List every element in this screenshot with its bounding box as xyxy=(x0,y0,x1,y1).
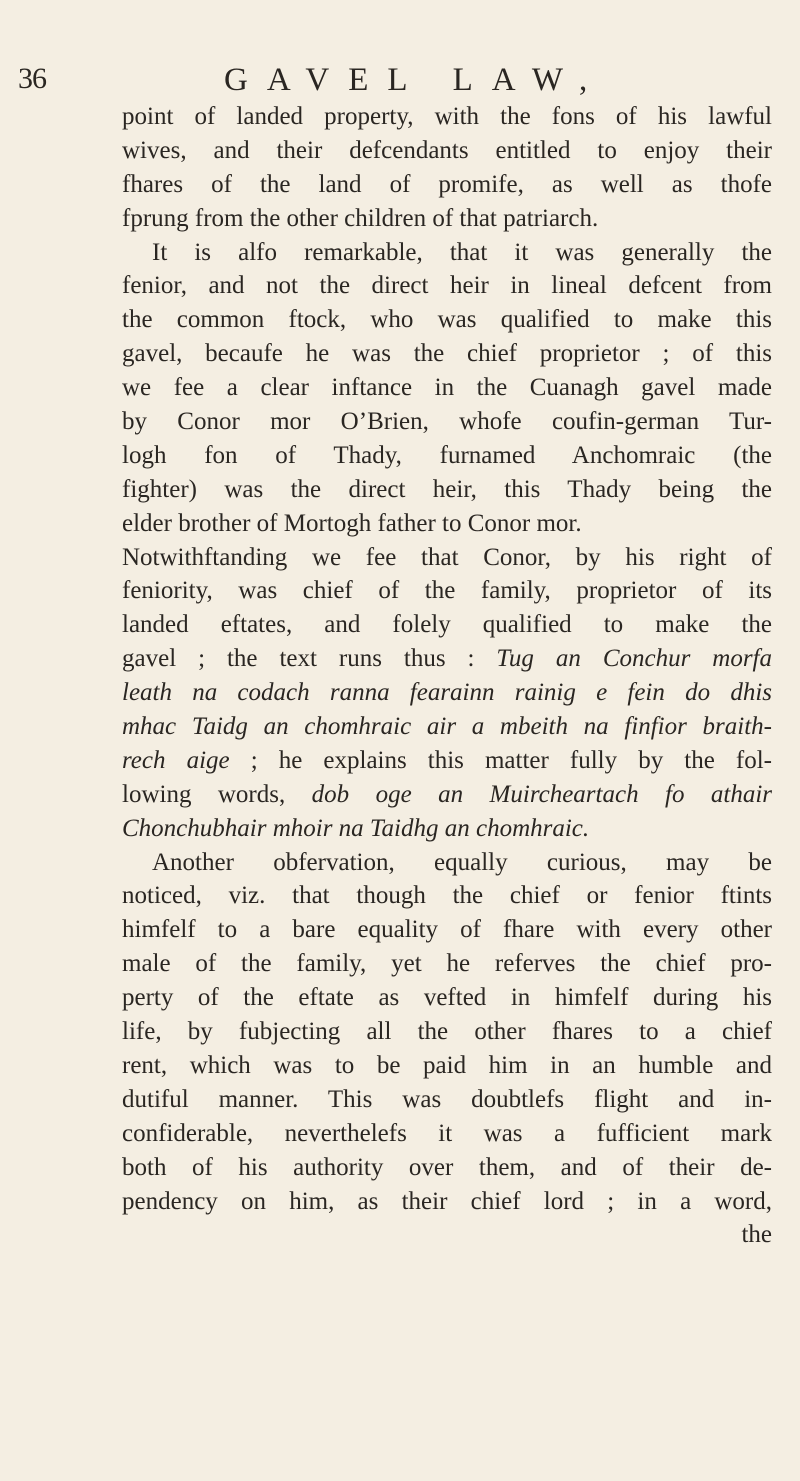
text-line xyxy=(122,371,772,405)
text-line xyxy=(122,812,772,846)
text-segment: fenior, and not the direct heir in lineal defcent from xyxy=(122,272,772,300)
text-segment: wives, and their defcendants entitled to enjoy their xyxy=(122,136,772,164)
text-segment: fhares of the land of promife, as well as thofe xyxy=(122,170,772,198)
text-segment: point of landed property, with the fons of his lawful xyxy=(122,103,772,130)
text-segment: we fee a clear inftance in the Cuanagh gavel made xyxy=(122,374,772,402)
text-segment: ; he explains this matter fully by the fol- xyxy=(229,746,772,774)
text-line xyxy=(122,879,772,913)
text-line xyxy=(122,642,772,676)
text-line xyxy=(122,1049,772,1083)
text-line xyxy=(122,710,772,744)
text-line xyxy=(122,778,772,812)
text-line xyxy=(122,608,772,642)
text-line xyxy=(122,1151,772,1185)
text-segment: confiderable, neverthelefs it was a fufficient mark xyxy=(122,1119,772,1147)
text-segment: the xyxy=(741,1221,772,1249)
text-line xyxy=(122,1015,772,1049)
italic-text-segment: Chonchubhair mhoir na Taidhg an chomhraic. xyxy=(122,814,590,842)
text-line xyxy=(122,846,772,880)
text-segment: Notwithftanding we fee that Conor, by his right of xyxy=(122,543,772,571)
text-segment: gavel, becaufe he was the chief proprietor ; of this xyxy=(122,340,772,368)
text-segment: logh fon of Thady, furnamed Anchomraic (the xyxy=(122,441,772,469)
page-number: 36 xyxy=(18,62,46,95)
text-line xyxy=(122,1083,772,1117)
text-segment: by Conor mor O’Brien, whofe coufin-german Tur- xyxy=(122,408,772,436)
text-segment: himfelf to a bare equality of fhare with every other xyxy=(122,916,772,944)
italic-text-segment: dob oge an Muircheartach fo athair xyxy=(311,780,773,808)
text-line xyxy=(122,168,772,202)
text-segment: life, by fubjecting all the other fhares to a chief xyxy=(122,1018,772,1046)
text-segment: perty of the eftate as vefted in himfelf during his xyxy=(122,984,772,1012)
text-line xyxy=(122,676,772,710)
text-line xyxy=(122,337,772,371)
text-segment: pendency on him, as their chief lord ; in a word, xyxy=(122,1187,772,1215)
text-segment: rent, which was to be paid him in an humble and xyxy=(122,1051,772,1079)
text-segment: landed eftates, and folely qualified to make the xyxy=(122,611,772,639)
italic-text-segment: leath na codach ranna fearainn rainig e fein do dhis xyxy=(122,679,772,707)
italic-text-segment: mhac Taidg an chomhraic air a mbeith na finfior braith- xyxy=(122,713,772,741)
text-segment: fprung from the other children of that patriarch. xyxy=(122,204,599,232)
text-segment: elder brother of Mortogh father to Conor mor. xyxy=(122,509,582,537)
text-line xyxy=(122,913,772,947)
text-line xyxy=(122,236,772,270)
text-line xyxy=(122,947,772,981)
text-line xyxy=(122,574,772,608)
text-line xyxy=(122,744,772,778)
text-line xyxy=(122,981,772,1015)
text-line xyxy=(122,202,772,236)
text-line xyxy=(122,269,772,303)
text-line xyxy=(122,541,772,575)
text-segment: lowing words, xyxy=(122,780,312,808)
text-segment: It is alfo remarkable, that it was generally the xyxy=(152,238,772,266)
text-line xyxy=(122,439,772,473)
text-line xyxy=(122,1185,772,1219)
text-line xyxy=(122,134,772,168)
text-segment: both of his authority over them, and of their de- xyxy=(122,1153,772,1181)
text-line xyxy=(122,100,772,134)
text-line xyxy=(122,1218,772,1252)
text-segment: Another obfervation, equally curious, may be xyxy=(152,848,772,876)
text-line xyxy=(122,507,772,541)
text-segment: fighter) was the direct heir, this Thady being the xyxy=(122,475,772,503)
italic-text-segment: Tug an Conchur morfa xyxy=(496,645,772,673)
text-line xyxy=(122,303,772,337)
text-segment: the common ftock, who was qualified to make this xyxy=(122,306,772,334)
text-line xyxy=(122,473,772,507)
italic-text-segment: rech aige xyxy=(122,746,230,774)
text-segment: gavel ; the text runs thus : xyxy=(122,645,497,673)
text-line xyxy=(122,405,772,439)
text-segment: male of the family, yet he referves the chief pro- xyxy=(122,950,772,978)
body-text xyxy=(122,100,772,1252)
text-segment: noticed, viz. that though the chief or fenior ftints xyxy=(122,882,772,910)
running-title: GAVEL LAW, xyxy=(224,62,607,98)
text-segment: feniority, was chief of the family, proprietor of its xyxy=(122,577,772,605)
text-line xyxy=(122,1117,772,1151)
text-segment: dutiful manner. This was doubtlefs flight and in- xyxy=(122,1085,772,1113)
